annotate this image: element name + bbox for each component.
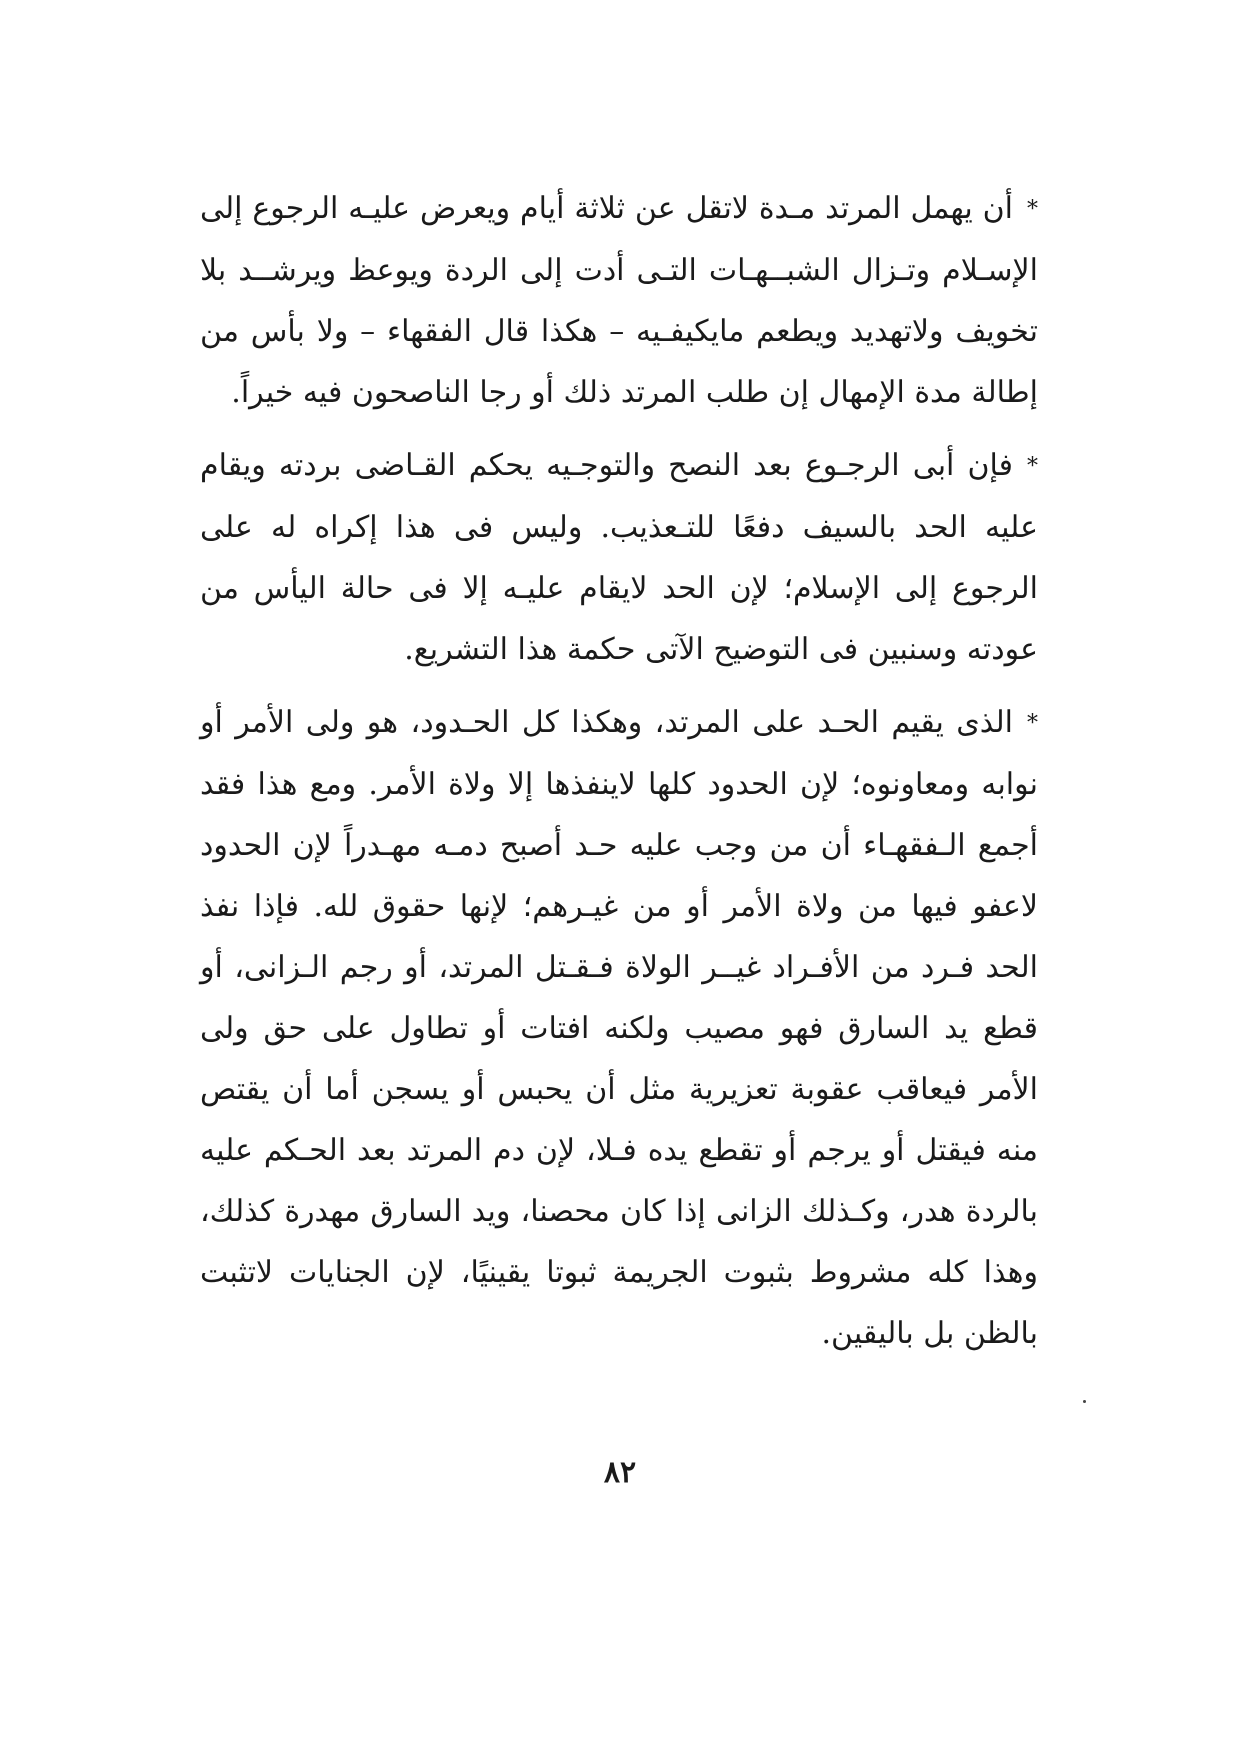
body-text [200,178,1038,1376]
page-number: ٨٢ [603,1455,637,1490]
margin-dot [1083,1400,1086,1403]
paragraph-3 [200,692,1038,1364]
paragraph-1 [200,178,1038,423]
bullet-asterisk-icon: * [1027,454,1038,479]
paragraph-2-text: فإن أبى الرجـوع بعد النصح والتوجـيه يحكم القـاضى بردته ويقام عليه الحد بالسيف دفعًا للتـعذيب. وليس فى هذا إكراه له على الرجوع إلى الإسلام؛ لإن الحد لايقام عليـه إلا فى حالة اليأس من عودته وسنبين فى التوضيح الآتى حكمة هذا التشريع. [200,448,1038,667]
paragraph-2 [200,435,1038,680]
bullet-asterisk-icon: * [1027,197,1038,222]
paragraph-1-text: أن يهمل المرتد مـدة لاتقل عن ثلاثة أيام ويعرض عليـه الرجوع إلى الإسـلام وتـزال الشبــهـات التـى أدت إلى الردة ويوعظ ويرشــد بلا تخويف ولاتهديد ويطعم مايكيفـيه – هكذا قال الفقهاء – ولا بأس من إطالة مدة الإمهال إن طلب المرتد ذلك أو رجا الناصحون فيه خيراً. [200,191,1038,410]
bullet-asterisk-icon: * [1027,711,1038,736]
paragraph-3-text: الذى يقيم الحـد على المرتد، وهكذا كل الحـدود، هو ولى الأمر أو نوابه ومعاونوه؛ لإن الحدود كلها لاينفذها إلا ولاة الأمر. ومع هذا فقد أجمع الـفقهـاء أن من وجب عليه حـد أصبح دمـه مهـدراً لإن الحدود لاعفو فيها من ولاة الأمر أو من غيـرهم؛ لإنها حقوق لله. فإذا نفذ الحد فـرد من الأفـراد غيــر الولاة فـقـتل المرتد، أو رجم الـزانى، أو قطع يد السارق فهو مصيب ولكنه افتات أو تطاول على حق ولى الأمر فيعاقب عقوبة تعزيرية مثل أن يحبس أو يسجن أما أن يقتص منه فيقتل أو يرجم أو تقطع يده فـلا، لإن دم المرتد بعد الحـكم عليه بالردة هدر، وكـذلك الزانى إذا كان محصنا، ويد السارق مهدرة كذلك، وهذا كله مشروط بثبوت الجريمة ثبوتا يقينيًا، لإن الجنايات لاتثبت بالظن بل باليقين. [200,705,1038,1351]
